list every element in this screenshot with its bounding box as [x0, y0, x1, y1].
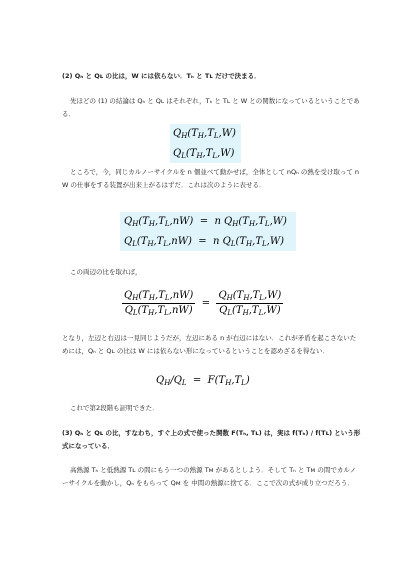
- equation-qh-scaling: $Q_H(T_H,T_L,nW) = n$ $Q_H(T_H,T_L,W)$: [124, 216, 287, 228]
- equation-n-cycles: [120, 212, 296, 251]
- fraction-rhs: $\frac{Q_H(T_H,T_L,W)}{Q_L(T_H,T_L,W)}$: [218, 290, 282, 317]
- paragraph: 高熱源 Tₕ と低熱源 Tʟ の間にもう一つの熱源 Tᴍ があるとしよう．そして Tₕ と Tᴍ の間でカルノーサイクルを動かし，Qₕ をもらって Qᴍ を 中間の熱源に捨てる．ここで次の式が成り立つだろう．: [62, 466, 357, 487]
- equation-ratio: $\frac{Q_H(T_H,T_L,nW)}{Q_L(T_H,T_L,nW)}$ = $\frac{Q_H(T_H,T_L,W)}{Q_L(T_H,T_L,W)}$: [124, 290, 282, 317]
- equation-ql-scaling: $Q_L(T_H,T_L,nW) = n$ $Q_L(T_H,T_L,W)$: [124, 235, 285, 248]
- paragraph: この両辺の比を取れば，: [70, 268, 142, 276]
- equation-f-function: $Q_H/Q_L = F(T_H,T_L)$: [156, 375, 250, 387]
- fraction-lhs: $\frac{Q_H(T_H,T_L,nW)}{Q_L(T_H,T_L,nW)}$: [124, 290, 194, 317]
- equation-ql: $Q_L(T_H,T_L,W)$: [173, 147, 235, 160]
- paragraph: これで第2段階も証明できた．: [70, 404, 159, 412]
- paragraph: 先ほどの (1) の結論は Qₕ と Qʟ はそれぞれ，Tₕ と Tʟ と W との関数になっているということである．: [62, 97, 360, 118]
- paragraph: となり，左辺と右辺は一見同じようだが，左辺にある n が右辺にはない．これが矛盾を起こさないためには，Qₕ と Qʟ の比は W には依らない形になっているということを認めざるを得ない．: [62, 334, 357, 355]
- equation-qh-ql-functions: [170, 124, 241, 163]
- equation-qh: $Q_H(T_H,T_L,W)$: [173, 128, 236, 140]
- section-heading-3: (3) Qₕ と Qʟ の比，すなわち，すぐ上の式で使った関数 F(Tₕ, Tʟ) は，実は f(Tₕ) / f(Tʟ) という形式になっている．: [62, 429, 361, 450]
- paragraph: ところで，今，同じカルノーサイクルを n 個並べて動かせば，全体として nQₕ の熱を受け取って n W の仕事をする装置が出来上がるはずだ．これは次のように表せる．: [62, 168, 360, 189]
- section-heading-2: (2) Qₕ と Qʟ の比は，W には依らない．Tₕ と Tʟ だけで決まる．: [62, 72, 261, 80]
